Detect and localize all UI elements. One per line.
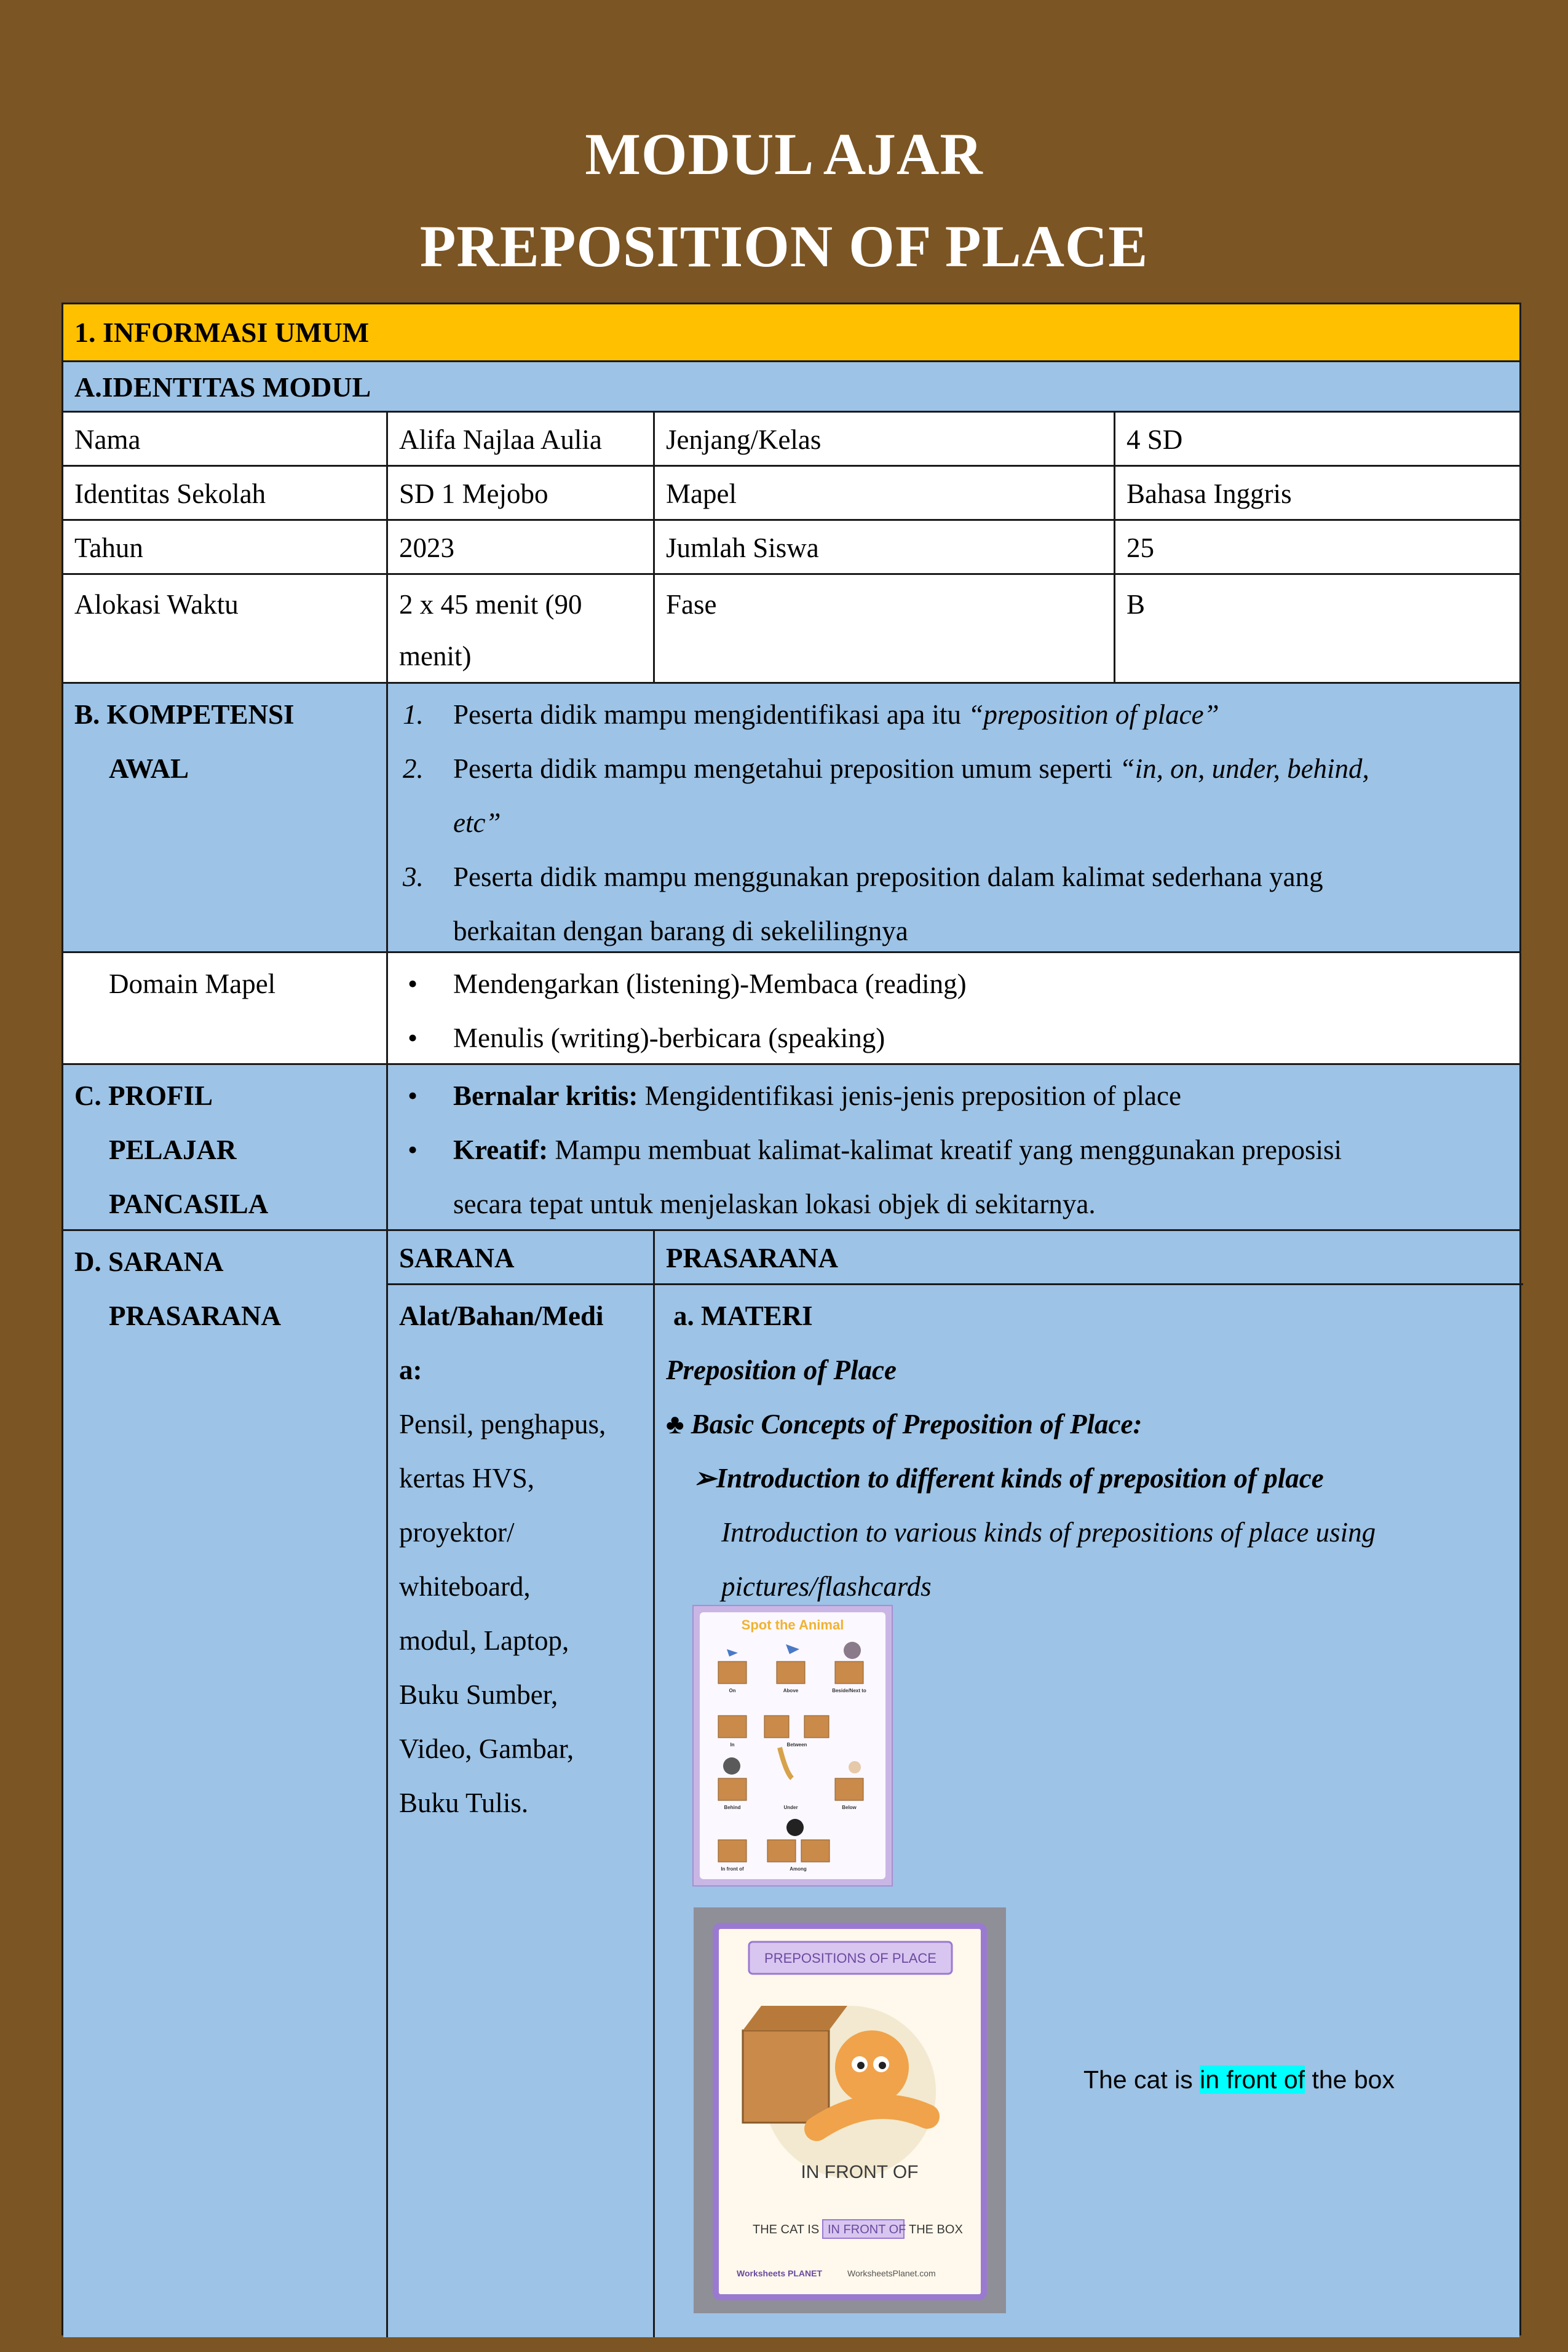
page-subtitle: PREPOSITION OF PLACE xyxy=(419,213,1149,279)
list-item: 3. Peserta didik mampu menggunakan preposition dalam kalimat sederhana yang berkaitan dengan barang di sekelilingnya xyxy=(403,861,1323,946)
intro-desc: Introduction to various kinds of prepositions of place using xyxy=(721,1517,1376,1548)
list-item: 1. Peserta didik mampu mengidentifikasi apa itu “preposition of place” xyxy=(403,699,1219,730)
value-fase: B xyxy=(1114,575,1523,682)
label-in: In xyxy=(730,1742,735,1748)
materi-title: Preposition of Place xyxy=(666,1355,897,1385)
table-row xyxy=(63,467,1519,521)
label-in-front-of: In front of xyxy=(721,1866,744,1872)
sarana-label: D. SARANA PRASARANA xyxy=(74,1246,281,1331)
value-sekolah: SD 1 Mejobo xyxy=(386,467,653,519)
kompetensi-row xyxy=(63,684,1519,953)
label-nama: Nama xyxy=(74,424,141,455)
list-item: • Kreatif: Mampu membuat kalimat-kalimat kreatif yang menggunakan preposisi secara tepat untuk menjelaskan lokasi objek di sekitarnya. xyxy=(399,1123,1512,1231)
profil-row xyxy=(63,1065,1519,1231)
label-tahun: Tahun xyxy=(74,533,143,563)
materi-label: a. MATERI xyxy=(673,1301,813,1331)
list-item: • Bernalar kritis: Mengidentifikasi jenis-jenis preposition of place xyxy=(399,1069,1512,1123)
alat-column: Alat/Bahan/Medi a: Pensil, penghapus, kertas HVS, proyektor/ whiteboard, modul, Laptop, Buku Sumber, Video, Gambar, Buku Tulis. xyxy=(386,1285,653,2337)
table-row xyxy=(63,413,1519,467)
list-item: 2. Peserta didik mampu mengetahui preposition umum seperti “in, on, under, behind, etc” xyxy=(403,753,1369,838)
poster-illustration xyxy=(694,1907,1006,2313)
value-jumlah-siswa: 25 xyxy=(1114,521,1523,573)
section-header-informasi-umum xyxy=(63,304,1519,362)
label-sekolah: Identitas Sekolah xyxy=(74,478,266,509)
label-jenjang: Jenjang/Kelas xyxy=(653,413,1114,465)
label-among: Among xyxy=(790,1866,807,1872)
profil-label: C. PROFIL PELAJAR PANCASILA xyxy=(74,1080,269,1219)
poster-label: IN FRONT OF xyxy=(801,2162,919,2182)
spot-the-animal-flashcard xyxy=(692,1605,893,1887)
poster-sentence-b: IN FRONT OF xyxy=(828,2223,906,2236)
label-behind: Behind xyxy=(724,1805,741,1810)
list-item: • Menulis (writing)-berbicara (speaking) xyxy=(399,1011,1512,1065)
label-between: Between xyxy=(786,1742,807,1748)
value-alokasi-waktu: 2 x 45 menit (90 menit) xyxy=(386,575,653,682)
identitas-header: A.IDENTITAS MODUL xyxy=(74,371,371,403)
label-under: Under xyxy=(783,1805,798,1810)
table-row xyxy=(63,521,1519,575)
poster-brand: Worksheets PLANET xyxy=(737,2268,822,2278)
poster-sentence-c: THE BOX xyxy=(909,2223,963,2236)
value-jenjang: 4 SD xyxy=(1114,413,1523,465)
domain-list xyxy=(386,953,1523,1063)
domain-label: Domain Mapel xyxy=(109,968,276,999)
value-nama: Alifa Najlaa Aulia xyxy=(386,413,653,465)
label-below: Below xyxy=(842,1805,857,1810)
poster-sentence-a: THE CAT IS xyxy=(753,2223,820,2236)
label-jumlah-siswa: Jumlah Siswa xyxy=(653,521,1114,573)
label-above: Above xyxy=(783,1688,799,1693)
kompetensi-list xyxy=(386,684,1523,951)
basic-concepts: ♣ Basic Concepts of Preposition of Place: xyxy=(666,1409,1142,1439)
flashcard-title: Spot the Animal xyxy=(741,1617,844,1633)
flashcard-illustration xyxy=(694,1606,892,1885)
label-mapel: Mapel xyxy=(653,467,1114,519)
poster-url: WorksheetsPlanet.com xyxy=(847,2268,936,2278)
sarana-header: SARANA xyxy=(386,1231,653,1285)
intro-desc-2: pictures/flashcards xyxy=(721,1571,932,1602)
table-row xyxy=(63,575,1519,684)
label-fase: Fase xyxy=(653,575,1114,682)
prasarana-header: PRASARANA xyxy=(653,1231,1523,1285)
intro-heading: ➢Introduction to different kinds of preposition of place xyxy=(693,1463,1324,1494)
highlighted-preposition: in front of xyxy=(1200,2065,1305,2094)
value-tahun: 2023 xyxy=(386,521,653,573)
label-on: On xyxy=(729,1688,736,1693)
page-title: MODUL AJAR xyxy=(585,121,983,187)
value-mapel: Bahasa Inggris xyxy=(1114,467,1523,519)
section-title: 1. INFORMASI UMUM xyxy=(74,317,370,348)
identitas-header-row xyxy=(63,362,1519,413)
prepositions-poster xyxy=(694,1907,1006,2313)
list-item: • Mendengarkan (listening)-Membaca (reading) xyxy=(399,957,1512,1011)
domain-row xyxy=(63,953,1519,1065)
poster-title: PREPOSITIONS OF PLACE xyxy=(764,1950,936,1966)
profil-list xyxy=(386,1065,1523,1229)
example-sentence: The cat is in front of the box xyxy=(1083,2065,1395,2094)
kompetensi-label: B. KOMPETENSI AWAL xyxy=(74,699,295,784)
label-alokasi-waktu: Alokasi Waktu xyxy=(74,589,239,620)
label-beside: Beside/Next to xyxy=(832,1688,866,1693)
